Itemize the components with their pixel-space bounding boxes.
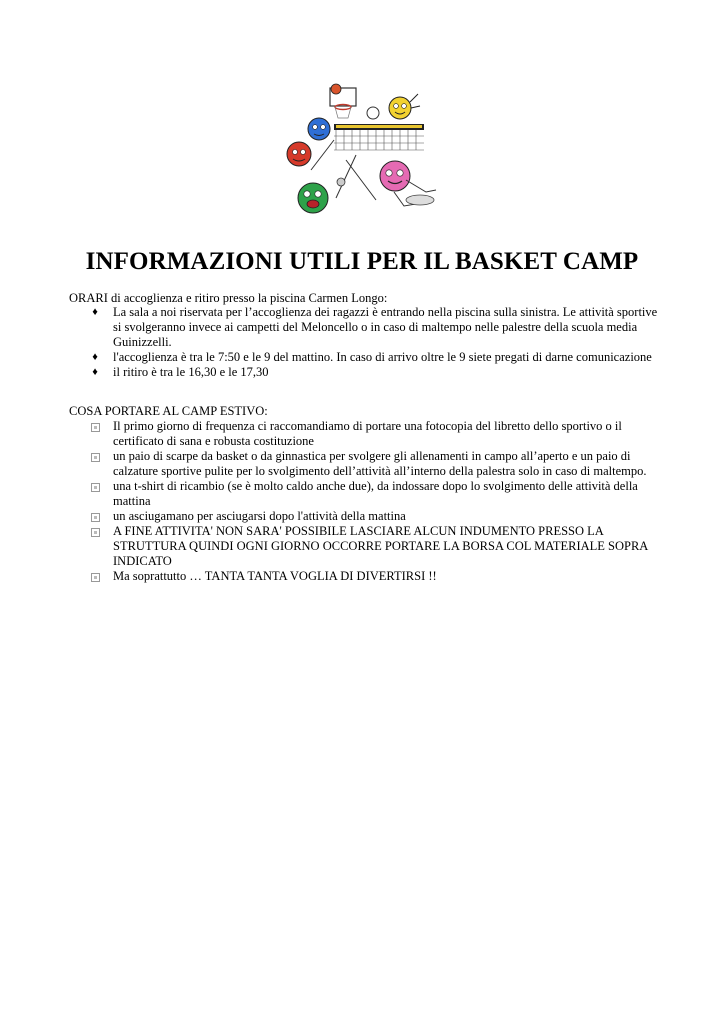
- pink-ball-icon: [380, 161, 410, 191]
- yellow-ball-icon: [389, 94, 420, 119]
- orari-heading: ORARI di accoglienza e ritiro presso la piscina Carmen Longo:: [69, 291, 388, 305]
- green-ball-icon: [298, 183, 328, 213]
- volleyball-icon: [367, 107, 379, 119]
- square-bullet-icon: [91, 573, 100, 582]
- list-item: un asciugamano per asciugarsi dopo l'attività della mattina: [88, 509, 668, 524]
- page-title: INFORMAZIONI UTILI PER IL BASKET CAMP: [85, 248, 639, 275]
- list-item: una t-shirt di ricambio (se è molto caldo anche due), da indossare dopo lo svolgimento delle attività della mattina: [88, 479, 668, 509]
- list-item: ♦ La sala a noi riservata per l’accoglienza dei ragazzi è entrando nella piscina sulla sinistra. Le attività sportive si svolgeranno invece ai campetti del Meloncello o in caso di maltempo nelle palestre della scuola media Guinizzelli.: [88, 305, 668, 350]
- square-bullet-icon: [91, 483, 100, 492]
- hockey-puck-icon: [337, 178, 345, 186]
- list-item: Il primo giorno di frequenza ci raccomandiamo di portare una fotocopia del libretto dello sportivo o il certificato di sana e robusta costituzione: [88, 419, 668, 449]
- skate-icon: [406, 195, 434, 205]
- basketball-hoop-icon: [330, 84, 356, 118]
- square-bullet-icon: [91, 528, 100, 537]
- square-bullet-icon: [91, 513, 100, 522]
- red-ball-icon: [287, 142, 311, 166]
- blue-ball-icon: [308, 118, 330, 140]
- orari-list: [88, 305, 668, 380]
- list-item: un paio di scarpe da basket o da ginnastica per svolgere gli allenamenti in campo all’aperto e un paio di calzature sportive pulite per lo svolgimento dell’attività all’interno della palestra solo in caso di maltempo.: [88, 449, 668, 479]
- list-item: ♦ l'accoglienza è tra le 7:50 e le 9 del mattino. In caso di arrivo oltre le 9 siete pregati di darne comunicazione: [88, 350, 668, 365]
- sports-balls-logo: [276, 80, 448, 222]
- list-item: Ma soprattutto … TANTA TANTA VOGLIA DI DIVERTIRSI !!: [88, 569, 668, 584]
- diamond-bullet-icon: ♦: [92, 306, 98, 318]
- cosa-list: [88, 419, 668, 584]
- volleyball-net-icon: [334, 124, 424, 150]
- cosa-heading: COSA PORTARE AL CAMP ESTIVO:: [69, 404, 268, 418]
- diamond-bullet-icon: ♦: [92, 351, 98, 363]
- square-bullet-icon: [91, 423, 100, 432]
- list-item: A FINE ATTIVITA' NON SARA' POSSIBILE LASCIARE ALCUN INDUMENTO PRESSO LA STRUTTURA QUINDI OGNI GIORNO OCCORRE PORTARE LA BORSA COL MATERIALE SOPRA INDICATO: [88, 524, 668, 569]
- square-bullet-icon: [91, 453, 100, 462]
- list-item: ♦ il ritiro è tra le 16,30 e le 17,30: [88, 365, 668, 380]
- diamond-bullet-icon: ♦: [92, 366, 98, 378]
